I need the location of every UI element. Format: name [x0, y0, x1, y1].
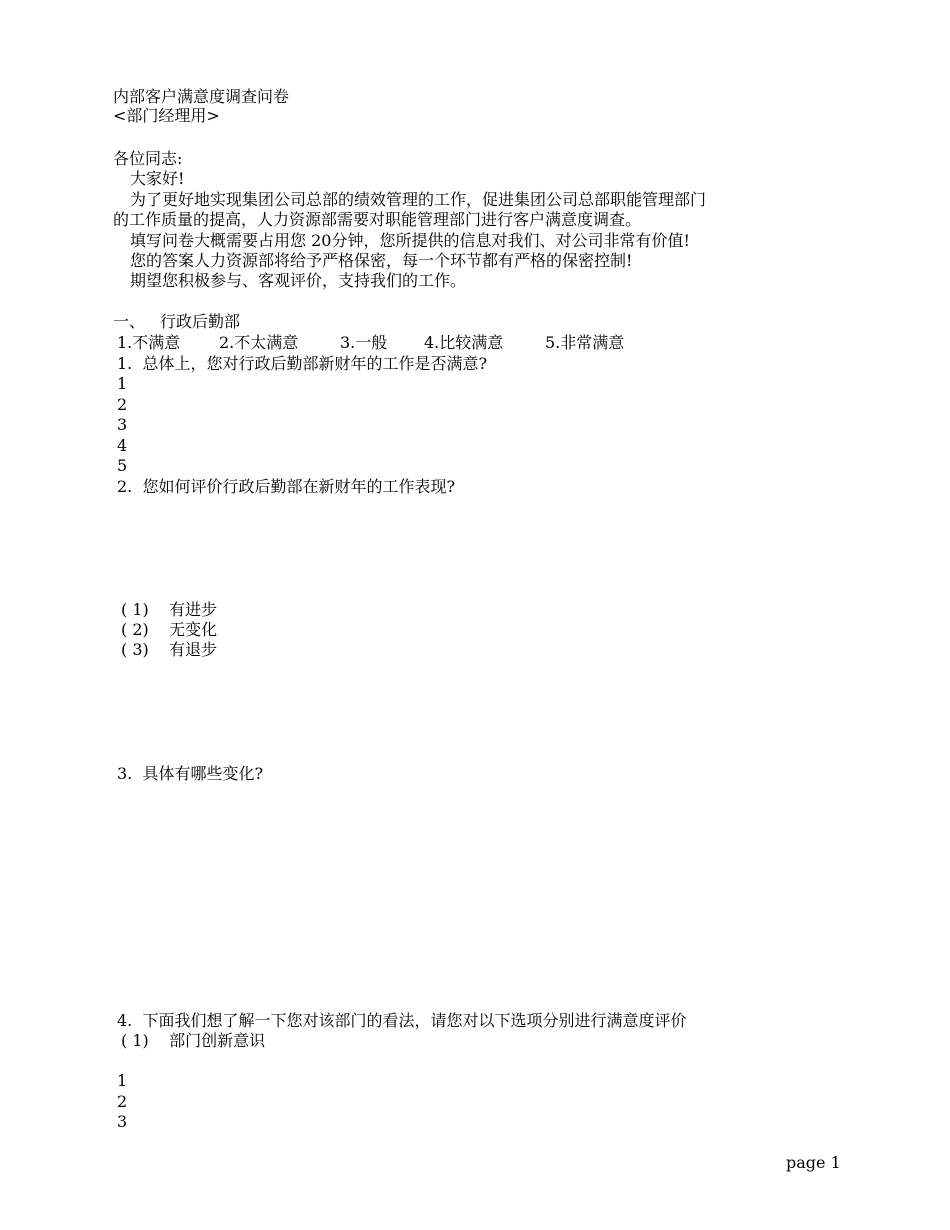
answer-option: ( 2) 无变化 — [121, 620, 218, 639]
answer-option: 2 — [117, 395, 128, 414]
answer-option: 1 — [117, 1071, 128, 1090]
salutation: 各位同志: — [113, 149, 183, 168]
intro-greeting: 大家好! — [130, 169, 185, 188]
answer-option: 4 — [117, 436, 128, 455]
answer-option: ( 3) 有退步 — [121, 640, 218, 659]
section-number: 一、 — [113, 312, 146, 331]
rating-scale-item: 3.一般 — [340, 333, 388, 352]
document-title: 内部客户满意度调查问卷 — [113, 87, 290, 106]
question-3: 3. 具体有哪些变化? — [117, 764, 264, 783]
answer-option: 2 — [117, 1092, 128, 1111]
intro-paragraph-line-1: 为了更好地实现集团公司总部的绩效管理的工作，促进集团公司总部职能管理部门 — [130, 190, 707, 209]
document-subtitle: <部门经理用> — [113, 106, 220, 125]
intro-paragraph-line-2: 的工作质量的提高，人力资源部需要对职能管理部门进行客户满意度调查。 — [113, 210, 642, 229]
rating-scale-item: 5.非常满意 — [545, 333, 625, 352]
intro-time-note: 填写问卷大概需要占用您 20分钟，您所提供的信息对我们、对公司非常有价值! — [130, 231, 690, 250]
answer-option: 3 — [117, 1112, 128, 1131]
rating-scale-item: 4.比较满意 — [424, 333, 504, 352]
page-number: page 1 — [786, 1153, 841, 1172]
answer-option: ( 1) 有进步 — [121, 600, 218, 619]
intro-privacy-note: 您的答案人力资源部将给予严格保密，每一个环节都有严格的保密控制! — [130, 251, 633, 270]
answer-option: 3 — [117, 415, 128, 434]
question-4-item-1: ( 1) 部门创新意识 — [121, 1031, 266, 1050]
answer-option: 5 — [117, 456, 128, 475]
rating-scale-item: 2.不太满意 — [219, 333, 299, 352]
question-2: 2. 您如何评价行政后勤部在新财年的工作表现? — [117, 477, 456, 496]
rating-scale-item: 1.不满意 — [117, 333, 181, 352]
question-4: 4. 下面我们想了解一下您对该部门的看法，请您对以下选项分别进行满意度评价 — [117, 1011, 687, 1030]
question-1: 1. 总体上，您对行政后勤部新财年的工作是否满意? — [117, 354, 488, 373]
answer-option: 1 — [117, 374, 128, 393]
section-title: 行政后勤部 — [160, 312, 241, 331]
intro-closing: 期望您积极参与、客观评价，支持我们的工作。 — [130, 271, 467, 290]
